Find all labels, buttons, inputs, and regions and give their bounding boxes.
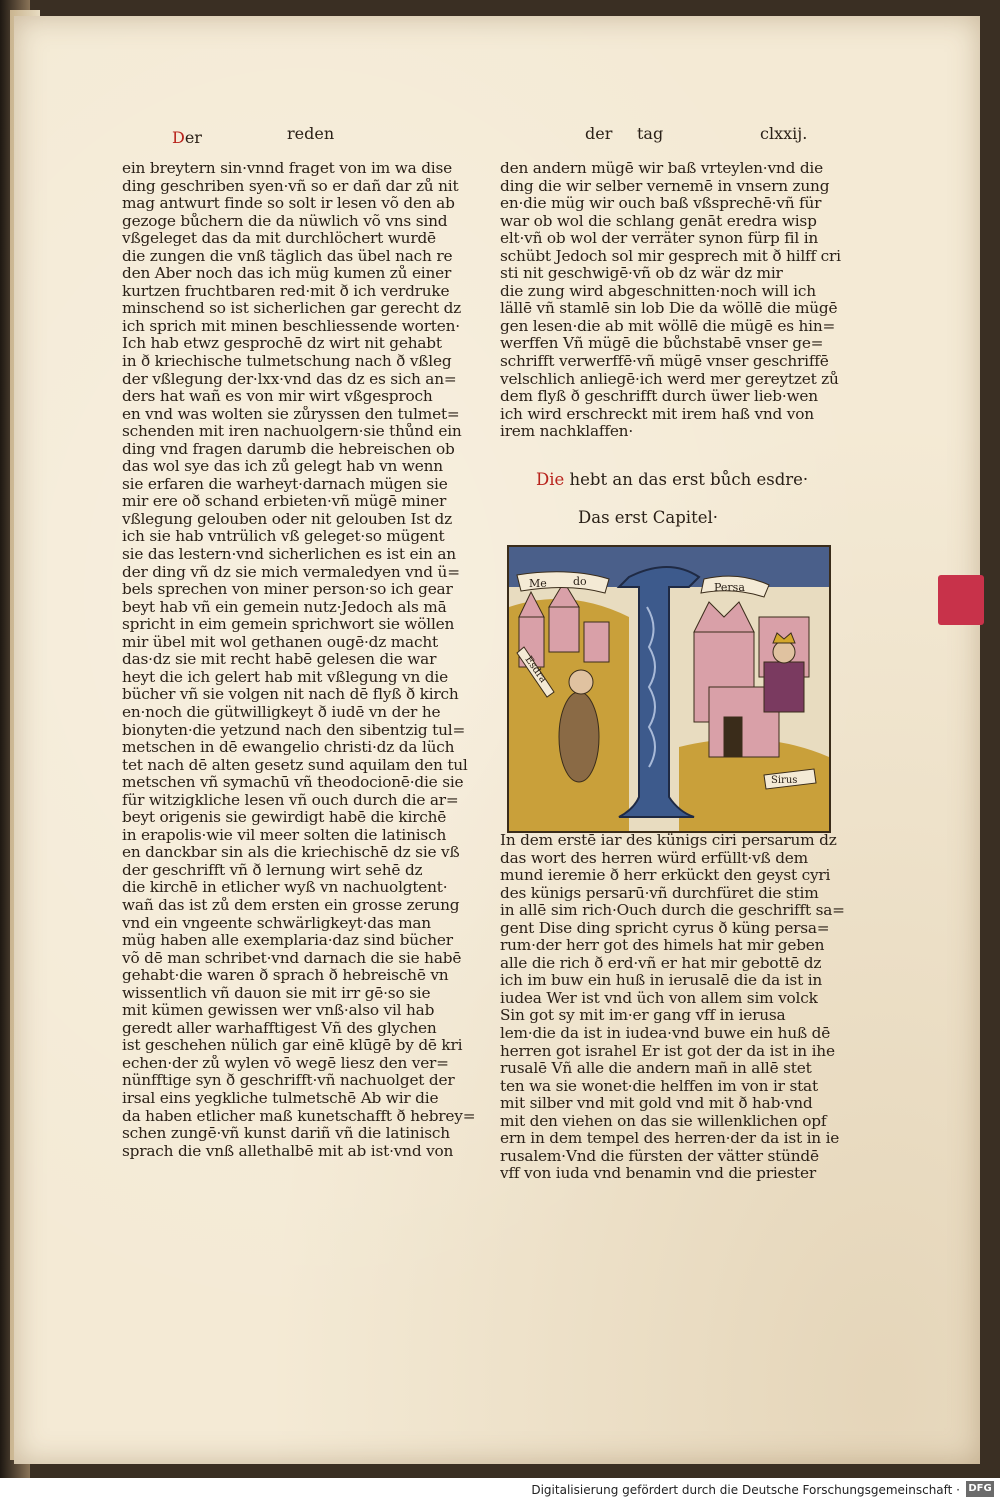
text-line: ich wird erschreckt mit irem haß vnd von bbox=[500, 405, 814, 423]
text-line: mit den viehen on das sie willenklichen opf bbox=[500, 1112, 827, 1130]
text-line: rum·der herr got des himels hat mir geben bbox=[500, 937, 825, 955]
text-line: das wol sye das ich zů gelegt hab vn wenn bbox=[122, 458, 443, 476]
text-line: den Aber noch das ich müg kumen zů einer bbox=[122, 265, 452, 283]
text-line: werffen Vñ mügē die bůchstabē vnser ge= bbox=[500, 335, 824, 353]
running-head-initial: D bbox=[172, 128, 185, 147]
text-line: herren got israhel Er ist got der da ist in ihe bbox=[500, 1042, 835, 1060]
bookmark-tab bbox=[938, 575, 984, 625]
text-line: das wort des herren würd erfüllt·vß dem bbox=[500, 849, 808, 867]
text-line: en·die müg wir ouch baß vßsprechē·vñ für bbox=[500, 195, 822, 213]
text-line: den andern mügē wir baß vrteylen·vnd die bbox=[500, 160, 823, 177]
text-line: ten wa sie wonet·die helffen im von ir stat bbox=[500, 1077, 818, 1095]
scroll-label-esdra: Esdra bbox=[522, 654, 549, 685]
text-line: iudea Wer ist vnd üch von allem sim volck bbox=[500, 989, 818, 1007]
left-text-column bbox=[122, 160, 475, 1160]
text-line: die zung wird abgeschnitten·noch will ich bbox=[500, 282, 816, 300]
text-line: in allē sim rich·Ouch durch die geschrifft sa= bbox=[500, 902, 845, 920]
text-line: müg haben alle exemplaria·daz sind bücher bbox=[122, 932, 453, 950]
text-line: gehabt·die waren ð sprach ð hebreischē vn bbox=[122, 967, 449, 985]
text-line: in ð kriechische tulmetschung nach ð vßleg bbox=[122, 353, 452, 371]
text-line: gent Dise ding spricht cyrus ð küng persa= bbox=[500, 919, 830, 937]
text-line: metschen in dē ewangelio christi·dz da lüch bbox=[122, 739, 455, 757]
text-line: ein breytern sin·vnnd fraget von im wa dise bbox=[122, 160, 452, 177]
text-line: schübt Jedoch sol mir gesprech mit ð hilff cri bbox=[500, 247, 841, 265]
woodcut-initial-illustration bbox=[507, 545, 831, 833]
text-line: mit silber vnd mit gold vnd mit ð hab·vnd bbox=[500, 1095, 813, 1113]
text-line: sie das lestern·vnd sicherlichen es ist ein an bbox=[122, 546, 456, 564]
right-text-column-bottom bbox=[500, 832, 845, 1183]
folio-number: clxxij. bbox=[760, 124, 808, 143]
text-line: das·dz sie mit recht habē gelesen die war bbox=[122, 651, 437, 669]
text-line: da haben etlicher maß kunetschafft ð hebrey= bbox=[122, 1107, 476, 1125]
scroll-label-persa: Persa bbox=[714, 581, 745, 594]
text-line: schen zungē·vñ kunst dariñ vñ die latinisch bbox=[122, 1125, 450, 1143]
dfg-logo: DFG bbox=[966, 1481, 994, 1497]
book-heading bbox=[536, 470, 808, 489]
text-line: en vnd was wolten sie zůryssen den tulmet= bbox=[122, 405, 460, 423]
text-line: dem flyß ð geschrifft durch üwer lieb·wen bbox=[500, 388, 818, 406]
text-line: spricht in eim gemein sprichwort sie wöllen bbox=[122, 616, 455, 634]
text-line: ern in dem tempel des herren·der da ist in ie bbox=[500, 1130, 840, 1148]
text-line: irsal eins yegkliche tulmetschē Ab wir die bbox=[122, 1089, 439, 1107]
scroll-label-do: do bbox=[573, 575, 587, 588]
running-head-left-2: reden bbox=[287, 124, 335, 143]
text-line: ich sprich mit minen beschliessende worten· bbox=[122, 317, 460, 335]
text-line: heyt die ich gelert hab mit vßlegung vn die bbox=[122, 668, 448, 686]
scroll-label-sirus: Sirus bbox=[771, 775, 798, 786]
text-line: rusalē Vñ alle die andern mañ in allē stet bbox=[500, 1060, 812, 1078]
text-line: bionyten·die yetzund nach den sibentzig tul= bbox=[122, 721, 466, 739]
running-head-left bbox=[172, 128, 202, 147]
text-line: kurtzen fruchtbaren red·mit ð ich verdruke bbox=[122, 282, 450, 300]
text-line: die kirchē in etlicher wyß vn nachuolgtent· bbox=[122, 879, 448, 897]
text-line: lällē vñ stamlē sin lob Die da wöllē die mügē bbox=[500, 300, 838, 318]
text-line: war ob wol die schlang genāt eredra wisp bbox=[500, 212, 817, 230]
text-line: vßgeleget das da mit durchlöchert wurdē bbox=[122, 230, 436, 248]
running-head-left-word: er bbox=[184, 128, 202, 147]
text-line: der geschrifft vñ ð lernung wirt sehē dz bbox=[122, 861, 423, 879]
text-line: en·noch die gütwilligkeyt ð iudē vn der he bbox=[122, 703, 441, 721]
text-line: des künigs persarū·vñ durchfüret die stim bbox=[500, 884, 819, 902]
text-line: sprach die vnß allethalbē mit ab ist·vnd von bbox=[122, 1142, 454, 1160]
text-line: lem·die da ist in iudea·vnd buwe ein huß dē bbox=[500, 1025, 831, 1043]
text-line: echen·der zů wylen vō wegē liesz den ver= bbox=[122, 1054, 449, 1072]
chapter-heading: Das erst Capitel· bbox=[578, 508, 718, 527]
text-line: wañ das ist zů dem ersten ein grosse zerung bbox=[122, 896, 460, 914]
text-line: geredt aller warhafftigest Vñ des glychen bbox=[122, 1019, 437, 1037]
text-line: schenden mit iren nachuolgern·sie thůnd ein bbox=[122, 423, 462, 441]
running-head-right-1: der bbox=[585, 124, 613, 143]
text-line: ding geschriben syen·vñ so er dañ dar zů nit bbox=[122, 177, 459, 195]
text-line: mag antwurt finde so solt ir lesen võ den ab bbox=[122, 195, 455, 213]
text-line: elt·vñ ob wol der verräter synon fürp fil in bbox=[500, 230, 819, 248]
text-line: vff von iuda vnd benamin vnd die priester bbox=[500, 1165, 816, 1183]
woodcut-image bbox=[509, 547, 829, 831]
text-line: mir übel mit wol gethanen ougē·dz macht bbox=[122, 633, 438, 651]
funding-notice: Digitalisierung gefördert durch die Deutsche Forschungsgemeinschaft · bbox=[531, 1483, 960, 1497]
text-line: rusalem·Vnd die fürsten der vätter stündē bbox=[500, 1147, 819, 1165]
text-line: ders hat wañ es von mir wirt vßgesproch bbox=[122, 388, 433, 406]
text-line: alle die rich ð erd·vñ er hat mir gebottē dz bbox=[500, 954, 822, 972]
book-heading-text: hebt an das erst bůch esdre· bbox=[564, 470, 809, 489]
text-line: schrifft verwerffē·vñ mügē vnser geschriffē bbox=[500, 353, 829, 371]
text-line: bels sprechen von miner person·so ich gear bbox=[122, 581, 453, 599]
text-line: nünfftige syn ð geschrifft·vñ nachuolget der bbox=[122, 1072, 455, 1090]
footer-bar bbox=[0, 1478, 1000, 1502]
text-line: tet nach dē alten gesetz sund aquilam den tul bbox=[122, 756, 468, 774]
text-line: mund ieremie ð herr erkückt den geyst cyri bbox=[500, 867, 831, 885]
text-line: Ich hab etwz gesprochē dz wirt nit gehabt bbox=[122, 335, 442, 353]
running-head-right-2: tag bbox=[637, 124, 664, 143]
text-line: ding die wir selber vernemē in vnsern zung bbox=[500, 177, 830, 195]
text-line: In dem erstē iar des künigs ciri persarum dz bbox=[500, 832, 837, 849]
text-line: der vßlegung der·lxx·vnd das dz es sich an= bbox=[122, 370, 457, 388]
scroll-label-me: Me bbox=[529, 577, 547, 590]
text-line: vßlegung gelouben oder nit gelouben Ist dz bbox=[122, 510, 453, 528]
text-line: in erapolis·wie vil meer solten die latinisch bbox=[122, 826, 447, 844]
text-line: beyt origenis sie gewirdigt habē die kirchē bbox=[122, 809, 447, 827]
text-line: minschend so ist sicherlichen gar gerecht dz bbox=[122, 300, 462, 318]
right-text-column-top bbox=[500, 160, 841, 441]
text-line: sti nit geschwigē·vñ ob dz wär dz mir bbox=[500, 265, 783, 283]
text-line: der ding vñ dz sie mich vermaledyen vnd ü= bbox=[122, 563, 460, 581]
text-line: gen lesen·die ab mit wöllē die mügē es hin= bbox=[500, 317, 836, 335]
text-line: sie erfaren die warheyt·darnach mügen sie bbox=[122, 475, 448, 493]
text-line: metschen vñ symachū vñ theodocionē·die sie bbox=[122, 774, 464, 792]
text-line: mit kümen gewissen wer vnß·also vil hab bbox=[122, 1002, 435, 1020]
text-line: ist geschehen nülich gar einē klūgē by dē kri bbox=[122, 1037, 463, 1055]
text-line: vnd ein vngeente schwärligkeyt·das man bbox=[122, 914, 431, 932]
text-line: võ dē man schribet·vnd darnach die sie habē bbox=[122, 949, 462, 967]
text-line: für witzigkliche lesen vñ ouch durch die ar= bbox=[122, 791, 459, 809]
text-line: bücher vñ sie volgen nit nach dē flyß ð kirch bbox=[122, 686, 459, 704]
text-line: ich im buw ein huß in ierusalē die da ist in bbox=[500, 972, 823, 990]
text-line: velschlich anliegē·ich werd mer gereytzet zů bbox=[500, 370, 839, 388]
text-line: gezoge bůchern die da nüwlich võ vns sind bbox=[122, 212, 448, 230]
text-line: Sin got sy mit im·er gang vff in ierusa bbox=[500, 1007, 786, 1025]
text-line: die zungen die vnß täglich das übel nach re bbox=[122, 247, 453, 265]
text-line: ding vnd fragen darumb die hebreischen ob bbox=[122, 440, 455, 458]
text-line: en danckbar sin als die kriechischē dz sie vß bbox=[122, 844, 460, 862]
book-heading-rubric: Die bbox=[536, 470, 565, 489]
text-line: beyt hab vñ ein gemein nutz·Jedoch als mā bbox=[122, 598, 447, 616]
text-line: wissentlich vñ dauon sie mit irr gē·so sie bbox=[122, 984, 431, 1002]
text-line: irem nachklaffen· bbox=[500, 423, 633, 441]
text-line: ich sie hab vntrülich vß geleget·so mügent bbox=[122, 528, 445, 546]
text-line: mir ere oð schand erbieten·vñ mügē miner bbox=[122, 493, 447, 511]
